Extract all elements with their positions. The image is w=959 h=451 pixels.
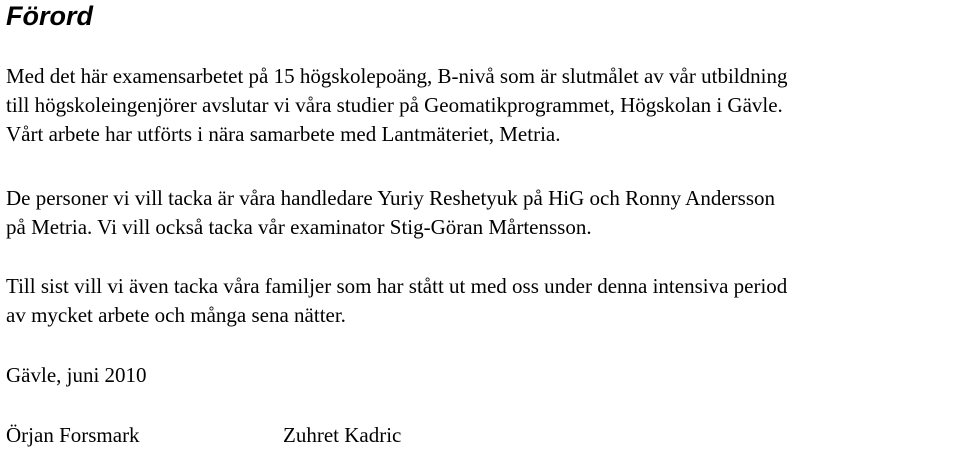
paragraph-thanks-supervisors — [6, 184, 775, 242]
text-line: till högskoleingenjörer avslutar vi våra studier på Geomatikprogrammet, Högskolan i Gävle. — [6, 93, 783, 117]
text-line: på Metria. Vi vill också tacka vår examinator Stig-Göran Mårtensson. — [6, 215, 592, 239]
text-line: Med det här examensarbetet på 15 högskolepoäng, B-nivå som är slutmålet av vår utbildning — [6, 64, 788, 88]
text-line: av mycket arbete och många sena nätter. — [6, 303, 346, 327]
signature-author-2: Zuhret Kadric — [283, 423, 402, 447]
paragraph-thanks-families — [6, 272, 787, 330]
paragraph-intro — [6, 62, 787, 149]
signature-author-1: Örjan Forsmark — [6, 423, 140, 447]
text-line: Vårt arbete har utförts i nära samarbete med Lantmäteriet, Metria. — [6, 122, 561, 146]
text-line: Till sist vill vi även tacka våra familjer som har stått ut med oss under denna intensiva period — [6, 274, 788, 298]
text-line: De personer vi vill tacka är våra handledare Yuriy Reshetyuk på HiG och Ronny Andersson — [6, 186, 776, 210]
page-title: Förord — [6, 1, 93, 31]
place-date: Gävle, juni 2010 — [6, 363, 147, 387]
